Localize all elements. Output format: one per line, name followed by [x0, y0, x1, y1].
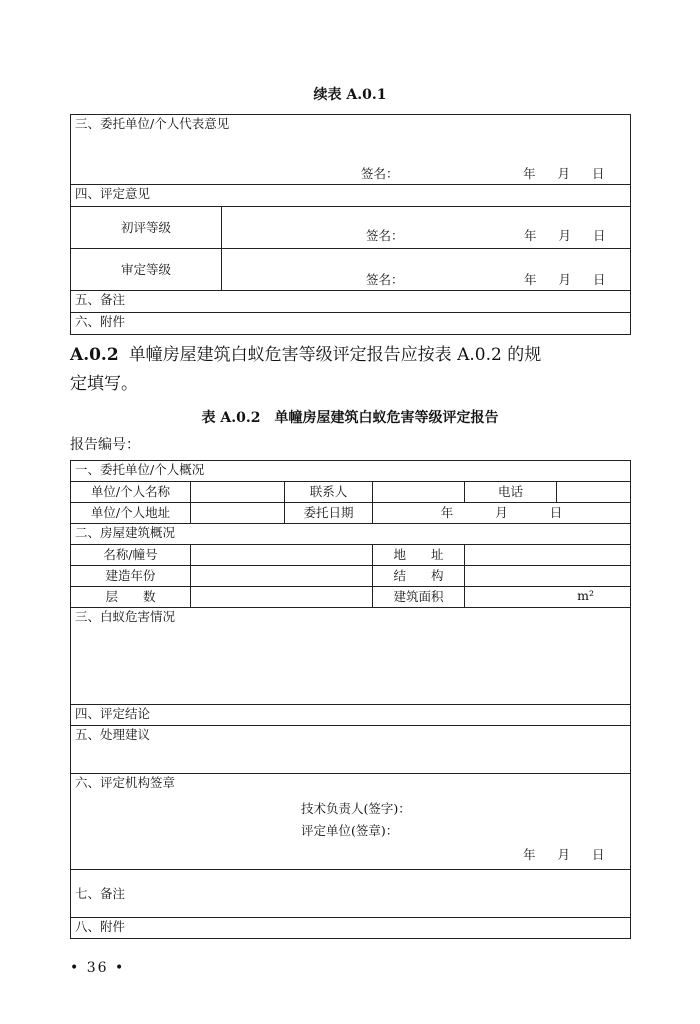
section-evaluation-opinion: 四、评定意见: [71, 185, 631, 207]
section-owner-opinion: 三、委托单位/个人代表意见: [75, 116, 230, 131]
section-treatment-advice: 五、处理建议: [71, 726, 631, 774]
date-row: 年 月 日: [524, 272, 606, 287]
section-evaluation-seal: 六、评定机构签章: [75, 775, 176, 790]
table-a01-continued: [70, 114, 631, 335]
phone-label: 电话: [465, 482, 557, 503]
area-value: [465, 587, 631, 608]
address-label: 地 址: [373, 545, 465, 566]
build-year-label: 建造年份: [71, 566, 191, 587]
area-unit: m²: [577, 588, 595, 603]
date-row: [523, 165, 605, 183]
phone-value: [557, 482, 631, 503]
section-termite-damage: 三、白蚁危害情况: [71, 608, 631, 705]
commission-date-value: 年 月 日: [373, 503, 631, 524]
floors-value: [191, 587, 373, 608]
section-attachments: 六、附件: [71, 313, 631, 335]
tech-lead-label: 技术负责人(签字)：: [301, 801, 411, 816]
date-row: 年 月 日: [523, 847, 605, 862]
structure-value: [465, 566, 631, 587]
area-label: 建筑面积: [373, 587, 465, 608]
table2-title: 表 A.0.2 单幢房屋建筑白蚁危害等级评定报告: [201, 410, 499, 426]
page-number: • 36 •: [70, 960, 126, 976]
section-client-overview: 一、委托单位/个人概况: [71, 461, 631, 482]
section-remarks: 五、备注: [71, 291, 631, 313]
date-row: 年 月 日: [524, 228, 606, 243]
initial-grade-cell: [222, 207, 631, 249]
contact-label: 联系人: [285, 482, 373, 503]
section-evaluation-conclusion: 四、评定结论: [71, 705, 631, 726]
build-year-value: [191, 566, 373, 587]
para-number: A.0.2: [70, 345, 119, 365]
month-label: 月: [557, 166, 571, 181]
section-remarks-2: 七、备注: [71, 870, 631, 918]
commission-date-label: 委托日期: [285, 503, 373, 524]
unit-address-label: 单位/个人地址: [71, 503, 191, 524]
initial-grade-label: 初评等级: [71, 207, 222, 249]
structure-label: 结 构: [373, 566, 465, 587]
continuation-title: 续表 A.0.1: [313, 87, 387, 103]
floors-label: 层 数: [71, 587, 191, 608]
final-grade-label: 审定等级: [71, 249, 222, 291]
unit-name-value: [191, 482, 285, 503]
section-attachments-2: 八、附件: [71, 918, 631, 939]
day-label: 日: [592, 166, 605, 181]
eval-unit-label: 评定单位(签章)：: [301, 823, 399, 838]
unit-address-value: [191, 503, 285, 524]
para-text-line1: 单幢房屋建筑白蚁危害等级评定报告应按表 A.0.2 的规: [128, 345, 542, 365]
evaluation-seal-cell: [71, 774, 631, 870]
building-name-value: [191, 545, 373, 566]
year-label: 年: [523, 166, 536, 181]
sign-label: 签名：: [366, 272, 404, 287]
unit-name-label: 单位/个人名称: [71, 482, 191, 503]
para-text-line2: 定填写。: [70, 374, 138, 394]
final-grade-cell: [222, 249, 631, 291]
address-value: [465, 545, 631, 566]
report-number-label: 报告编号：: [70, 437, 140, 453]
contact-value: [373, 482, 465, 503]
building-name-label: 名称/幢号: [71, 545, 191, 566]
owner-opinion-cell: [71, 115, 631, 185]
paragraph-a02: [70, 344, 541, 366]
sign-label: 签名：: [366, 228, 404, 243]
table-a02: [70, 460, 631, 939]
section-building-overview: 二、房屋建筑概况: [71, 524, 631, 545]
sign-label: 签名：: [361, 166, 399, 181]
